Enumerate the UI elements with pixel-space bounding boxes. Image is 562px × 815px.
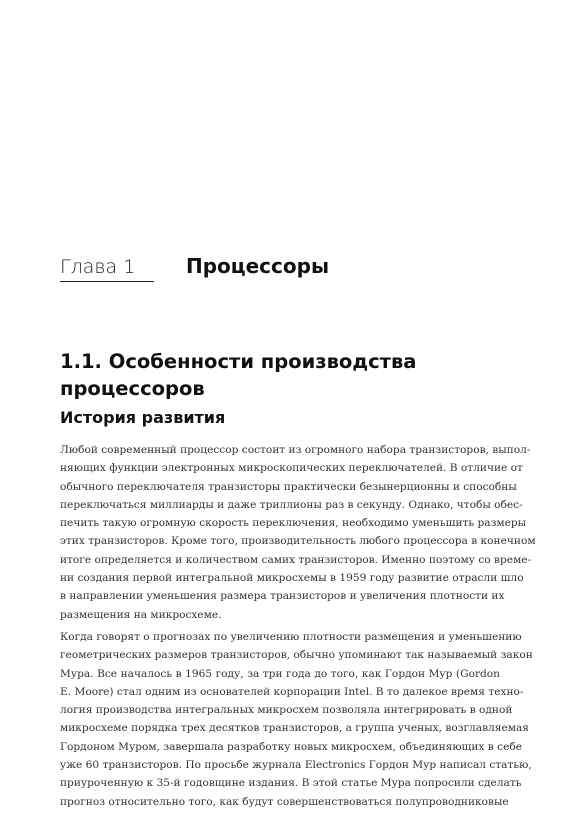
text-line: логия производства интегральных микросхем позволяла интегрировать в одной bbox=[60, 704, 513, 717]
text-line: обычного переключателя транзисторы практически безынерционны и способны bbox=[60, 480, 517, 493]
text-line: итоге определяется и количеством самих транзисторов. Именно поэтому со време- bbox=[60, 553, 532, 566]
text-line: этих транзисторов. Кроме того, производительность любого процессора в конечном bbox=[60, 535, 536, 548]
text-line: в направлении уменьшения размера транзисторов и увеличения плотности их bbox=[60, 590, 505, 603]
body-text bbox=[60, 441, 536, 815]
text-line: печить такую огромную скорость переключения, необходимо уменьшить размеры bbox=[60, 517, 527, 530]
text-line: Гордоном Муром, завершала разработку новых микросхем, объединяющих в себе bbox=[60, 740, 522, 753]
text-line: уже 60 транзисторов. По просьбе журнала Electronics Гордон Мур написал статью, bbox=[60, 759, 532, 772]
paragraph bbox=[60, 441, 536, 624]
paragraph bbox=[60, 628, 533, 811]
text-line: приуроченную к 35-й годовщине издания. В этой статье Мура попросили сделать bbox=[60, 777, 522, 790]
text-line: переключаться миллиарды и даже триллионы раз в секунду. Однако, чтобы обес- bbox=[60, 498, 523, 511]
text-line: E. Moore) стал одним из основателей корпорации Intel. В то далекое время техно- bbox=[60, 685, 524, 698]
chapter-title: Процессоры bbox=[186, 254, 330, 278]
text-line: няющих функции электронных микроскопических переключателей. В отличие от bbox=[60, 462, 523, 475]
chapter-label: Глава 1 bbox=[60, 256, 154, 282]
text-line: геометрических размеров транзисторов, обычно упоминают так называемый закон bbox=[60, 649, 533, 662]
text-line: прогноз относительно того, как будут совершенствоваться полупроводниковые bbox=[60, 795, 509, 808]
section-title-line: процессоров bbox=[60, 377, 205, 400]
subsection-title: История развития bbox=[60, 408, 226, 427]
text-line: Мура. Все началось в 1965 году, за три года до того, как Гордон Мур (Gordon bbox=[60, 667, 500, 680]
section-title-line: 1.1. Особенности производства bbox=[60, 350, 417, 373]
text-line: Когда говорят о прогнозах по увеличению плотности размещения и уменьшению bbox=[60, 630, 522, 643]
text-line: микросхеме порядка трех десятков транзисторов, а группа ученых, возглавляемая bbox=[60, 722, 529, 735]
chapter-heading bbox=[60, 254, 329, 282]
text-line: Любой современный процессор состоит из огромного набора транзисторов, выпол- bbox=[60, 444, 531, 456]
section-title bbox=[60, 348, 520, 402]
text-line: размещения на микросхеме. bbox=[60, 608, 222, 621]
text-line: ни создания первой интегральной микросхемы в 1959 году развитие отрасли шло bbox=[60, 572, 524, 585]
